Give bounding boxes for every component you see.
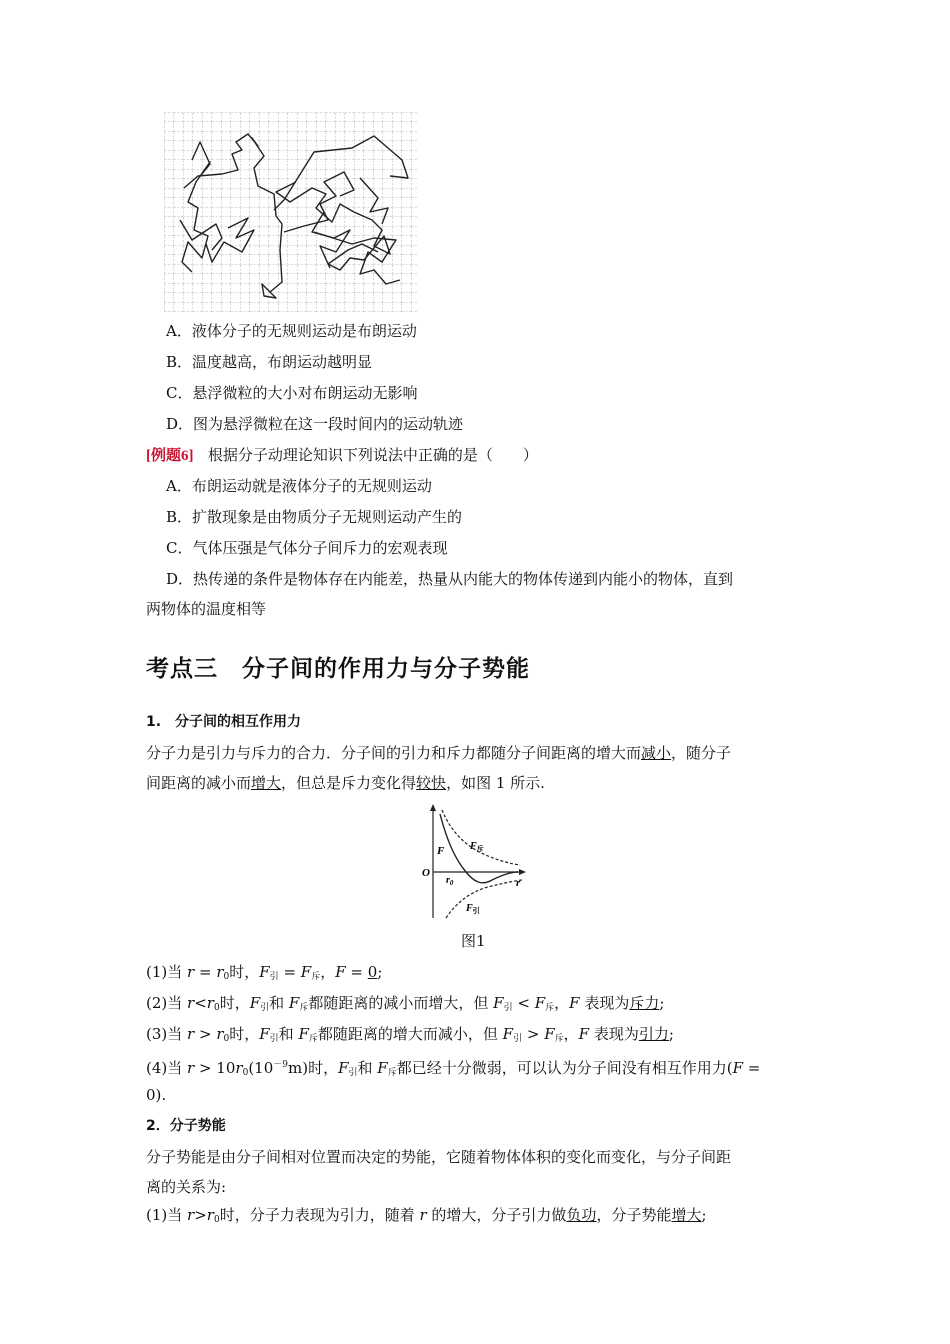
var: F <box>298 1025 309 1043</box>
var: F <box>493 994 504 1012</box>
label-r0-main: r <box>446 875 450 886</box>
label-F-main: F <box>470 841 477 852</box>
var: r <box>187 963 195 981</box>
text: ， <box>563 1025 579 1043</box>
text: m)时， <box>288 1059 339 1077</box>
var: r <box>187 1059 195 1077</box>
var: r <box>206 994 214 1012</box>
example6-option-a: A．布朗运动就是液体分子的无规则运动 <box>166 477 432 495</box>
text: = <box>345 963 368 981</box>
force-item-1 <box>146 962 382 987</box>
var: F <box>502 1025 514 1043</box>
var: F <box>288 994 300 1012</box>
brownian-motion-figure <box>164 112 418 312</box>
subscript: 斥 <box>545 1003 555 1013</box>
subscript: 斥 <box>308 1034 318 1044</box>
text: 分子力是引力与斥力的合力．分子间的引力和斥力都随分子间距离的增大而 <box>146 744 642 762</box>
var: r <box>216 963 224 981</box>
var: F <box>569 994 580 1012</box>
underlined-answer: 减小 <box>641 744 672 762</box>
var: F <box>377 1059 388 1077</box>
var: r <box>187 1206 195 1224</box>
subscript: 0 <box>223 972 230 982</box>
subscript: 0 <box>213 1003 220 1013</box>
section-title: 考点三 分子间的作用力与分子势能 <box>146 656 530 682</box>
label-F-main: F <box>466 903 473 914</box>
text: (10 <box>248 1059 274 1077</box>
var: r <box>206 1206 214 1224</box>
text: 和 <box>269 994 289 1012</box>
text: 时， <box>219 994 250 1012</box>
text: 和 <box>278 1025 299 1043</box>
underlined-answer: 0 <box>367 963 378 981</box>
subscript: 引 <box>269 1034 279 1044</box>
axis-arrow <box>430 804 436 811</box>
sub2-paragraph-line1: 分子势能是由分子间相对位置而决定的势能，它随着物体体积的变化而变化，与分子间距 <box>146 1148 732 1166</box>
var: r <box>419 1206 427 1224</box>
force-item-4 <box>146 1055 760 1083</box>
label-F: F <box>437 845 445 857</box>
example6-option-d: D．热传递的条件是物体存在内能差，热量从内能大的物体传递到内能小的物体，直到 <box>166 570 734 588</box>
var: F <box>300 963 312 981</box>
text: ， <box>554 994 570 1012</box>
text: ; <box>668 1025 674 1043</box>
sub1-paragraph-line2 <box>146 773 545 793</box>
text: (1)当 <box>146 1206 188 1224</box>
subscript: 引 <box>503 1003 513 1013</box>
underlined-answer: 增大 <box>671 1206 702 1224</box>
label-r0 <box>446 875 454 887</box>
attractive-force-curve <box>446 880 522 918</box>
text: ; <box>701 1206 707 1224</box>
var: F <box>578 1025 590 1043</box>
text: ，但总是斥力变化得 <box>281 774 417 792</box>
text: 都随距离的减小而增大，但 <box>308 994 494 1012</box>
q5-option-d: D．图为悬浮微粒在这一段时间内的运动轨迹 <box>166 415 464 433</box>
text: 表现为 <box>589 1025 639 1043</box>
axis-arrow <box>519 869 526 875</box>
text: 时，分子力表现为引力，随着 <box>219 1206 420 1224</box>
text: (3)当 <box>146 1025 188 1043</box>
superscript: －9 <box>273 1060 288 1070</box>
label-r: r <box>516 877 521 889</box>
var: F <box>534 994 546 1012</box>
text: ; <box>659 994 665 1012</box>
text: ，分子势能 <box>596 1206 672 1224</box>
example6-option-d-cont: 两物体的温度相等 <box>146 600 267 618</box>
underlined-answer: 负功 <box>566 1206 597 1224</box>
force-item-3 <box>146 1024 674 1049</box>
text: < <box>512 994 535 1012</box>
text: = <box>743 1059 761 1077</box>
subscript: 引 <box>260 1003 270 1013</box>
text: 间距离的减小而 <box>146 774 252 792</box>
text: 时， <box>229 1025 260 1043</box>
text: 都随距离的增大而减小，但 <box>317 1025 503 1043</box>
text: < <box>194 994 207 1012</box>
label-F-repulsive <box>469 841 484 853</box>
text: (2)当 <box>146 994 188 1012</box>
repulsive-force-curve <box>442 810 520 865</box>
var: F <box>732 1059 744 1077</box>
underlined-answer: 增大 <box>251 774 282 792</box>
subscript: 斥 <box>299 1003 309 1013</box>
subscript: 0 <box>242 1068 249 1078</box>
text: (1)当 <box>146 963 188 981</box>
text: > 10 <box>194 1059 236 1077</box>
label-F-sub: 斥 <box>476 845 484 853</box>
underlined-answer: 斥力 <box>629 994 660 1012</box>
var: r <box>235 1059 243 1077</box>
var: r <box>187 994 195 1012</box>
example6-option-b: B．扩散现象是由物质分子无规则运动产生的 <box>166 508 463 526</box>
label-F-attractive <box>465 903 480 915</box>
text: ; <box>377 963 383 981</box>
text: 时， <box>229 963 260 981</box>
example6-option-c: C．气体压强是气体分子间斥力的宏观表现 <box>166 539 448 557</box>
subscript: 引 <box>513 1034 523 1044</box>
var: F <box>338 1059 349 1077</box>
text: = <box>278 963 301 981</box>
force-item-2 <box>146 993 664 1018</box>
text: 和 <box>357 1059 378 1077</box>
molecular-force-figure <box>418 804 530 922</box>
subscript: 引 <box>269 972 279 982</box>
example6-stem-line <box>146 445 538 466</box>
text: > <box>194 1206 207 1224</box>
figure-caption: 图1 <box>461 932 486 950</box>
force-item-4-cont: 0). <box>146 1086 167 1104</box>
subsection-2-title: 2．分子势能 <box>146 1118 226 1134</box>
underlined-answer: 较快 <box>416 774 447 792</box>
label-O: O <box>422 867 430 879</box>
text: > <box>194 1025 217 1043</box>
var: F <box>335 963 346 981</box>
potential-item-1 <box>146 1205 707 1230</box>
label-r0-sub: 0 <box>449 879 454 887</box>
grid-background <box>164 112 418 312</box>
text: = <box>194 963 217 981</box>
q5-option-a: A．液体分子的无规则运动是布朗运动 <box>166 322 417 340</box>
underlined-answer: 引力 <box>638 1025 669 1043</box>
q5-option-b: B．温度越高，布朗运动越明显 <box>166 353 373 371</box>
var: F <box>249 994 261 1012</box>
subscript: 斥 <box>554 1034 564 1044</box>
q5-option-c: C．悬浮微粒的大小对布朗运动无影响 <box>166 384 418 402</box>
subscript: 斥 <box>387 1068 397 1078</box>
example6-tag: [例题6] <box>146 448 194 464</box>
text: ，如图 1 所示. <box>446 774 545 792</box>
var: r <box>187 1025 195 1043</box>
var: F <box>544 1025 555 1043</box>
var: F <box>259 1025 270 1043</box>
text: 的增大，分子引力做 <box>426 1206 567 1224</box>
text: 都已经十分微弱，可以认为分子间没有相互作用力( <box>396 1059 733 1077</box>
subsection-1-title: 1. 分子间的相互作用力 <box>146 714 302 730</box>
subscript: 引 <box>348 1068 358 1078</box>
subscript: 0 <box>223 1034 230 1044</box>
var: F <box>259 963 270 981</box>
text: ， <box>320 963 336 981</box>
text: ，随分子 <box>671 744 732 762</box>
subscript: 0 <box>213 1215 220 1225</box>
text: > <box>522 1025 545 1043</box>
text: 表现为 <box>579 994 630 1012</box>
var: r <box>216 1025 224 1043</box>
sub1-paragraph-line1 <box>146 743 731 763</box>
sub2-paragraph-line2: 离的关系为: <box>146 1178 227 1196</box>
label-F-sub: 引 <box>472 907 480 915</box>
example6-stem: 根据分子动理论知识下列说法中正确的是（ ） <box>207 446 538 464</box>
text: (4)当 <box>146 1059 188 1077</box>
subscript: 斥 <box>311 972 321 982</box>
